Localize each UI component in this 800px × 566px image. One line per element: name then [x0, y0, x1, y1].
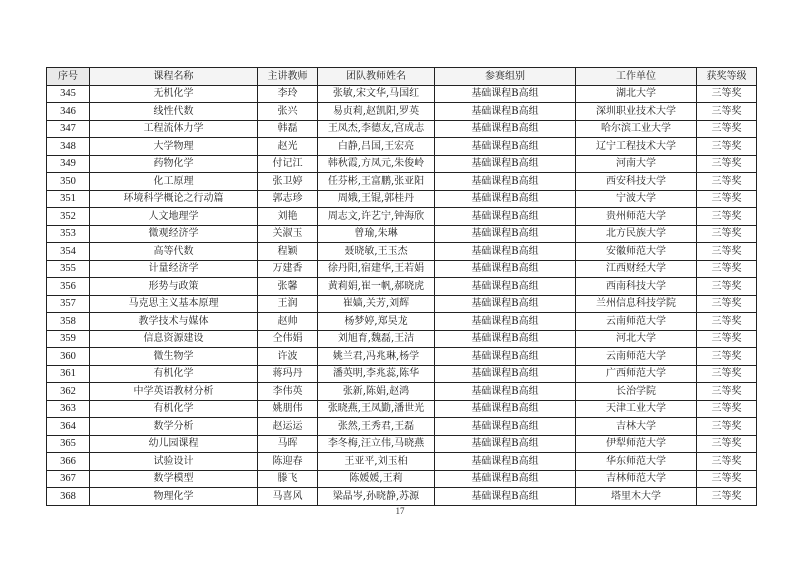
table-row — [47, 488, 757, 506]
table-row — [47, 225, 757, 243]
cell-group: 基础课程B高组 — [435, 138, 576, 156]
cell-award-level: 三等奖 — [697, 190, 757, 208]
cell-course-name: 物理化学 — [90, 488, 258, 506]
cell-work-unit: 云南师范大学 — [576, 313, 697, 331]
cell-group: 基础课程B高组 — [435, 120, 576, 138]
cell-group: 基础课程B高组 — [435, 173, 576, 191]
cell-team-teachers: 杨梦婷,郑昊龙 — [318, 313, 435, 331]
cell-work-unit: 天津工业大学 — [576, 400, 697, 418]
table-row — [47, 295, 757, 313]
cell-lecturer: 赵帅 — [258, 313, 318, 331]
cell-seq: 358 — [47, 313, 90, 331]
cell-work-unit: 长治学院 — [576, 383, 697, 401]
cell-work-unit: 河北大学 — [576, 330, 697, 348]
cell-seq: 354 — [47, 243, 90, 261]
cell-team-teachers: 易贞莉,赵凯阳,罗英 — [318, 103, 435, 121]
cell-group: 基础课程B高组 — [435, 453, 576, 471]
cell-award-level: 三等奖 — [697, 155, 757, 173]
cell-work-unit: 兰州信息科技学院 — [576, 295, 697, 313]
cell-lecturer: 仝伟娟 — [258, 330, 318, 348]
cell-lecturer: 张兴 — [258, 103, 318, 121]
table-row — [47, 260, 757, 278]
cell-lecturer: 马喜风 — [258, 488, 318, 506]
table-header — [47, 68, 757, 86]
cell-seq: 360 — [47, 348, 90, 366]
cell-group: 基础课程B高组 — [435, 348, 576, 366]
cell-lecturer: 万建香 — [258, 260, 318, 278]
cell-course-name: 环境科学概论之行动篇 — [90, 190, 258, 208]
cell-lecturer: 许波 — [258, 348, 318, 366]
table-row — [47, 103, 757, 121]
cell-team-teachers: 王亚平,刘玉桕 — [318, 453, 435, 471]
table-row — [47, 138, 757, 156]
cell-work-unit: 哈尔滨工业大学 — [576, 120, 697, 138]
cell-lecturer: 张卫婷 — [258, 173, 318, 191]
cell-lecturer: 李玲 — [258, 85, 318, 103]
cell-seq: 363 — [47, 400, 90, 418]
cell-work-unit: 深圳职业技术大学 — [576, 103, 697, 121]
cell-team-teachers: 韩秋霞,方凤元,朱俊岭 — [318, 155, 435, 173]
cell-award-level: 三等奖 — [697, 225, 757, 243]
cell-course-name: 信息资源建设 — [90, 330, 258, 348]
cell-work-unit: 吉林师范大学 — [576, 470, 697, 488]
table-row — [47, 418, 757, 436]
cell-course-name: 中学英语教材分析 — [90, 383, 258, 401]
cell-seq: 351 — [47, 190, 90, 208]
cell-team-teachers: 周志文,许艺宁,钟海欣 — [318, 208, 435, 226]
cell-group: 基础课程B高组 — [435, 85, 576, 103]
cell-course-name: 线性代数 — [90, 103, 258, 121]
cell-group: 基础课程B高组 — [435, 470, 576, 488]
cell-award-level: 三等奖 — [697, 418, 757, 436]
cell-award-level: 三等奖 — [697, 120, 757, 138]
table-row — [47, 365, 757, 383]
cell-team-teachers: 李冬梅,汪立伟,马晓燕 — [318, 435, 435, 453]
cell-team-teachers: 张新,陈娟,赵鸿 — [318, 383, 435, 401]
cell-course-name: 有机化学 — [90, 365, 258, 383]
cell-group: 基础课程B高组 — [435, 243, 576, 261]
cell-group: 基础课程B高组 — [435, 155, 576, 173]
cell-seq: 345 — [47, 85, 90, 103]
cell-lecturer: 陈迎春 — [258, 453, 318, 471]
cell-course-name: 无机化学 — [90, 85, 258, 103]
cell-work-unit: 辽宁工程技术大学 — [576, 138, 697, 156]
header-lecturer: 主讲教师 — [258, 68, 318, 86]
table-row — [47, 155, 757, 173]
cell-team-teachers: 张然,王秀君,王磊 — [318, 418, 435, 436]
cell-lecturer: 李伟英 — [258, 383, 318, 401]
cell-seq: 353 — [47, 225, 90, 243]
table-row — [47, 383, 757, 401]
cell-work-unit: 塔里木大学 — [576, 488, 697, 506]
cell-lecturer: 张馨 — [258, 278, 318, 296]
cell-group: 基础课程B高组 — [435, 295, 576, 313]
cell-lecturer: 韩磊 — [258, 120, 318, 138]
header-award-level: 获奖等级 — [697, 68, 757, 86]
cell-work-unit: 贵州师范大学 — [576, 208, 697, 226]
cell-group: 基础课程B高组 — [435, 225, 576, 243]
cell-work-unit: 安徽师范大学 — [576, 243, 697, 261]
cell-seq: 366 — [47, 453, 90, 471]
cell-lecturer: 赵光 — [258, 138, 318, 156]
header-course-name: 课程名称 — [90, 68, 258, 86]
cell-seq: 346 — [47, 103, 90, 121]
cell-lecturer: 马晖 — [258, 435, 318, 453]
table-row — [47, 330, 757, 348]
cell-lecturer: 刘艳 — [258, 208, 318, 226]
cell-lecturer: 姚朋伟 — [258, 400, 318, 418]
cell-award-level: 三等奖 — [697, 365, 757, 383]
cell-lecturer: 付记江 — [258, 155, 318, 173]
table-row — [47, 470, 757, 488]
cell-group: 基础课程B高组 — [435, 313, 576, 331]
cell-course-name: 试验设计 — [90, 453, 258, 471]
cell-team-teachers: 姚兰君,冯兆琳,杨学 — [318, 348, 435, 366]
cell-seq: 350 — [47, 173, 90, 191]
cell-award-level: 三等奖 — [697, 278, 757, 296]
cell-group: 基础课程B高组 — [435, 278, 576, 296]
cell-award-level: 三等奖 — [697, 243, 757, 261]
cell-seq: 368 — [47, 488, 90, 506]
cell-seq: 357 — [47, 295, 90, 313]
cell-group: 基础课程B高组 — [435, 208, 576, 226]
page-number: 17 — [395, 506, 405, 516]
cell-award-level: 三等奖 — [697, 103, 757, 121]
cell-course-name: 药物化学 — [90, 155, 258, 173]
cell-lecturer: 赵运运 — [258, 418, 318, 436]
cell-team-teachers: 黄莉娟,崔一帆,郝晓虎 — [318, 278, 435, 296]
cell-award-level: 三等奖 — [697, 348, 757, 366]
cell-work-unit: 云南师范大学 — [576, 348, 697, 366]
cell-work-unit: 西安科技大学 — [576, 173, 697, 191]
cell-work-unit: 华东师范大学 — [576, 453, 697, 471]
cell-seq: 367 — [47, 470, 90, 488]
header-work-unit: 工作单位 — [576, 68, 697, 86]
cell-award-level: 三等奖 — [697, 85, 757, 103]
header-group: 参赛组别 — [435, 68, 576, 86]
cell-team-teachers: 王凤杰,李德友,宫成志 — [318, 120, 435, 138]
cell-lecturer: 郭志珍 — [258, 190, 318, 208]
cell-seq: 356 — [47, 278, 90, 296]
cell-seq: 348 — [47, 138, 90, 156]
cell-work-unit: 河南大学 — [576, 155, 697, 173]
table-row — [47, 400, 757, 418]
cell-lecturer: 滕飞 — [258, 470, 318, 488]
cell-team-teachers: 曾瑜,朱琳 — [318, 225, 435, 243]
cell-team-teachers: 陈媛媛,王莉 — [318, 470, 435, 488]
cell-award-level: 三等奖 — [697, 383, 757, 401]
table-row — [47, 278, 757, 296]
cell-work-unit: 宁波大学 — [576, 190, 697, 208]
cell-work-unit: 北方民族大学 — [576, 225, 697, 243]
cell-group: 基础课程B高组 — [435, 190, 576, 208]
cell-team-teachers: 崔嫱,关芳,刘辉 — [318, 295, 435, 313]
cell-course-name: 数学分析 — [90, 418, 258, 436]
cell-course-name: 马克思主义基本原理 — [90, 295, 258, 313]
cell-team-teachers: 任芬彬,王富鹏,张亚阳 — [318, 173, 435, 191]
table-row — [47, 85, 757, 103]
cell-work-unit: 广西师范大学 — [576, 365, 697, 383]
cell-group: 基础课程B高组 — [435, 400, 576, 418]
cell-course-name: 有机化学 — [90, 400, 258, 418]
cell-award-level: 三等奖 — [697, 330, 757, 348]
cell-course-name: 化工原理 — [90, 173, 258, 191]
cell-work-unit: 西南科技大学 — [576, 278, 697, 296]
cell-group: 基础课程B高组 — [435, 260, 576, 278]
cell-course-name: 幼儿园课程 — [90, 435, 258, 453]
cell-team-teachers: 聂晓敏,王玉杰 — [318, 243, 435, 261]
cell-award-level: 三等奖 — [697, 400, 757, 418]
table-body — [47, 85, 757, 505]
cell-team-teachers: 白静,吕国,王宏亮 — [318, 138, 435, 156]
cell-group: 基础课程B高组 — [435, 330, 576, 348]
cell-seq: 359 — [47, 330, 90, 348]
header-team-teachers: 团队教师姓名 — [318, 68, 435, 86]
cell-team-teachers: 徐丹阳,宿建华,王若娟 — [318, 260, 435, 278]
cell-seq: 355 — [47, 260, 90, 278]
table-row — [47, 435, 757, 453]
cell-team-teachers: 潘英明,李兆蕊,陈华 — [318, 365, 435, 383]
cell-course-name: 微生物学 — [90, 348, 258, 366]
cell-group: 基础课程B高组 — [435, 488, 576, 506]
cell-course-name: 教学技术与媒体 — [90, 313, 258, 331]
cell-seq: 347 — [47, 120, 90, 138]
table-row — [47, 453, 757, 471]
cell-group: 基础课程B高组 — [435, 383, 576, 401]
cell-work-unit: 伊犁师范大学 — [576, 435, 697, 453]
cell-group: 基础课程B高组 — [435, 418, 576, 436]
cell-group: 基础课程B高组 — [435, 365, 576, 383]
cell-group: 基础课程B高组 — [435, 435, 576, 453]
cell-course-name: 人文地理学 — [90, 208, 258, 226]
cell-team-teachers: 张晓燕,王凤勤,潘世光 — [318, 400, 435, 418]
cell-lecturer: 蒋玛丹 — [258, 365, 318, 383]
cell-course-name: 数学模型 — [90, 470, 258, 488]
table-row — [47, 190, 757, 208]
table-row — [47, 313, 757, 331]
table-row — [47, 208, 757, 226]
awards-table — [46, 67, 757, 506]
cell-group: 基础课程B高组 — [435, 103, 576, 121]
cell-course-name: 大学物理 — [90, 138, 258, 156]
cell-award-level: 三等奖 — [697, 138, 757, 156]
header-seq: 序号 — [47, 68, 90, 86]
cell-award-level: 三等奖 — [697, 208, 757, 226]
cell-award-level: 三等奖 — [697, 488, 757, 506]
header-row — [47, 68, 757, 86]
cell-work-unit: 吉林大学 — [576, 418, 697, 436]
cell-award-level: 三等奖 — [697, 295, 757, 313]
cell-award-level: 三等奖 — [697, 173, 757, 191]
cell-team-teachers: 张敏,宋文华,马国红 — [318, 85, 435, 103]
cell-course-name: 工程流体力学 — [90, 120, 258, 138]
cell-course-name: 高等代数 — [90, 243, 258, 261]
cell-award-level: 三等奖 — [697, 470, 757, 488]
table-row — [47, 120, 757, 138]
table-row — [47, 173, 757, 191]
cell-lecturer: 程颖 — [258, 243, 318, 261]
table-row — [47, 348, 757, 366]
cell-seq: 349 — [47, 155, 90, 173]
table-row — [47, 243, 757, 261]
cell-team-teachers: 梁晶岑,孙晓静,苏源 — [318, 488, 435, 506]
cell-course-name: 微观经济学 — [90, 225, 258, 243]
cell-seq: 361 — [47, 365, 90, 383]
cell-team-teachers: 刘旭育,魏磊,王洁 — [318, 330, 435, 348]
cell-award-level: 三等奖 — [697, 435, 757, 453]
cell-award-level: 三等奖 — [697, 260, 757, 278]
cell-seq: 364 — [47, 418, 90, 436]
cell-seq: 362 — [47, 383, 90, 401]
cell-team-teachers: 周娥,王锟,郭桂丹 — [318, 190, 435, 208]
cell-course-name: 形势与政策 — [90, 278, 258, 296]
cell-lecturer: 关淑玉 — [258, 225, 318, 243]
cell-lecturer: 王润 — [258, 295, 318, 313]
cell-work-unit: 江西财经大学 — [576, 260, 697, 278]
cell-seq: 365 — [47, 435, 90, 453]
cell-seq: 352 — [47, 208, 90, 226]
cell-award-level: 三等奖 — [697, 453, 757, 471]
cell-award-level: 三等奖 — [697, 313, 757, 331]
cell-course-name: 计量经济学 — [90, 260, 258, 278]
cell-work-unit: 湖北大学 — [576, 85, 697, 103]
